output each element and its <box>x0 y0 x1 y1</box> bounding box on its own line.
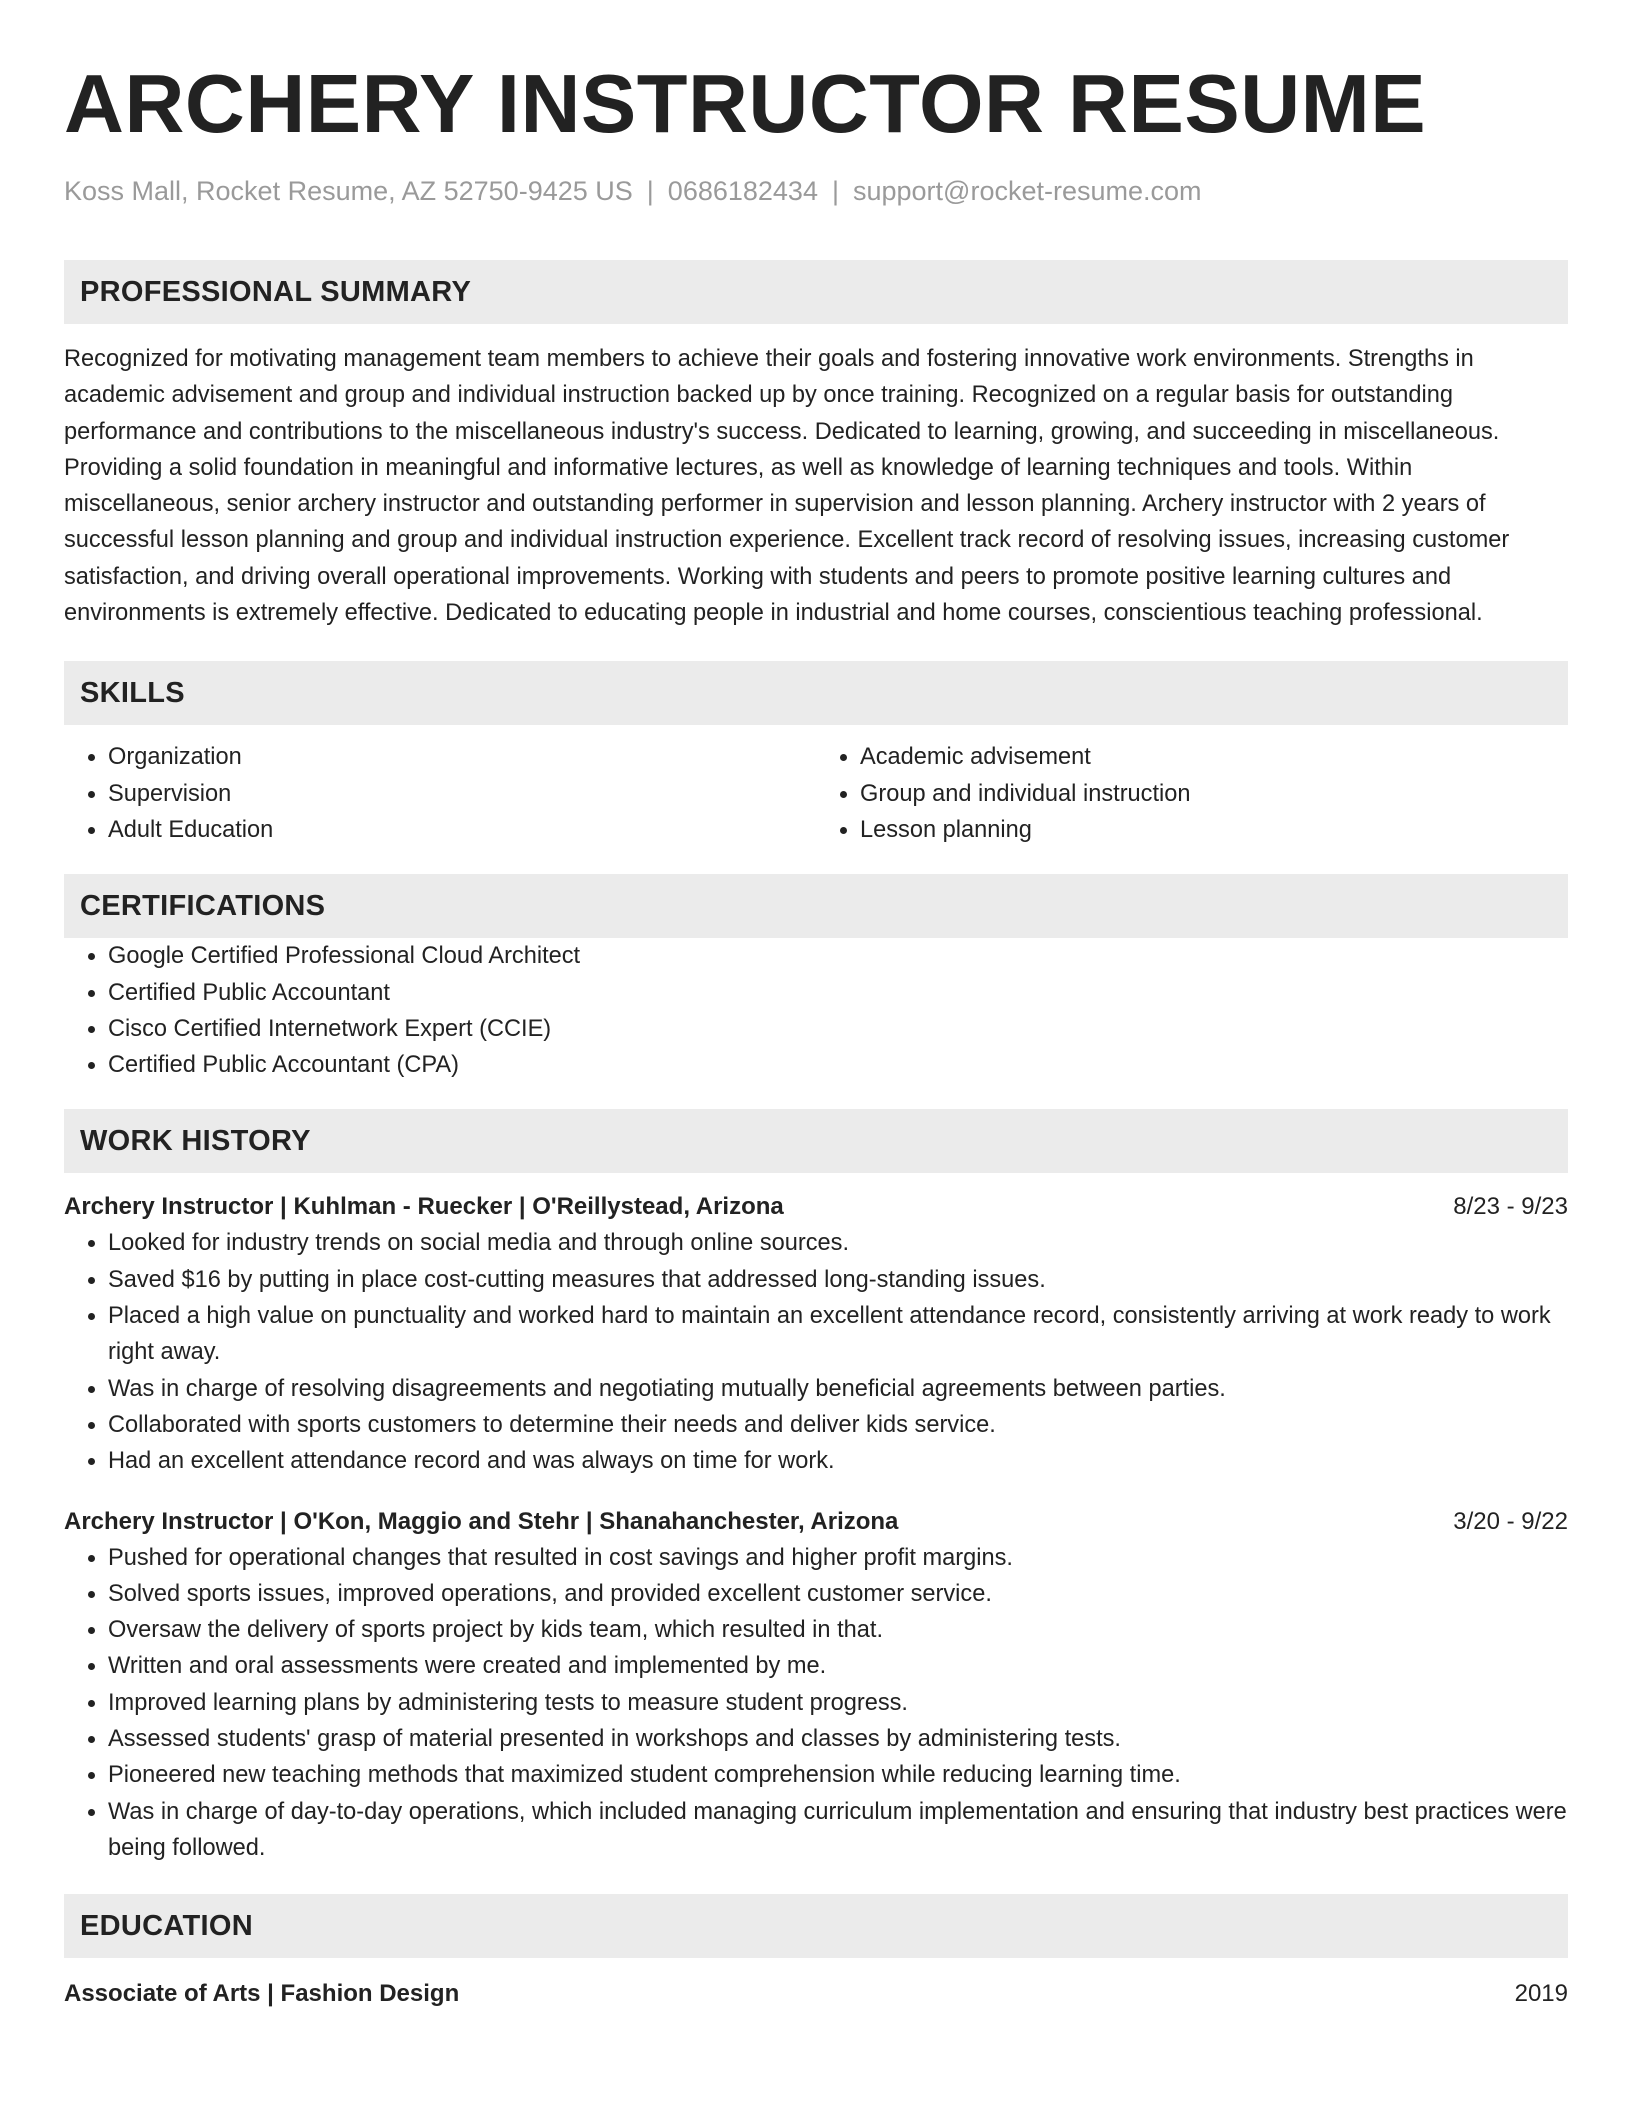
skills-grid <box>64 739 1568 848</box>
skill-item: • Lesson planning <box>860 812 1568 848</box>
job-duty-item: • Looked for industry trends on social media and through online sources. <box>108 1225 1568 1261</box>
job-duty-item: • Oversaw the delivery of sports project by kids team, which resulted in that. <box>108 1612 1568 1648</box>
job-duty-item: • Solved sports issues, improved operations, and provided excellent customer service. <box>108 1576 1568 1612</box>
section-header-certifications <box>64 874 1568 938</box>
skill-item: • Adult Education <box>108 812 816 848</box>
education-year: 2019 <box>1514 1980 1568 2008</box>
section-header-education <box>64 1894 1568 1958</box>
section-title: WORK HISTORY <box>80 1124 311 1157</box>
job-duty-item: • Saved $16 by putting in place cost-cutting measures that addressed long-standing issues. <box>108 1262 1568 1298</box>
contact-address: Koss Mall, Rocket Resume, AZ 52750-9425 US <box>64 176 633 206</box>
job-duty-item: • Pioneered new teaching methods that maximized student comprehension while reducing learning time. <box>108 1757 1568 1793</box>
job-duty-item: • Had an excellent attendance record and was always on time for work. <box>108 1443 1568 1479</box>
skill-item: • Group and individual instruction <box>860 776 1568 812</box>
job-duty-item: • Placed a high value on punctuality and worked hard to maintain an excellent attendance record, consistently arriving at work ready to work right away. <box>108 1298 1568 1371</box>
job-duty-item: • Assessed students' grasp of material presented in workshops and classes by administering tests. <box>108 1721 1568 1757</box>
job-dates: 8/23 - 9/23 <box>1453 1193 1568 1221</box>
section-title: PROFESSIONAL SUMMARY <box>80 275 472 308</box>
job-duty-item: • Collaborated with sports customers to determine their needs and deliver kids service. <box>108 1407 1568 1443</box>
certifications-list <box>64 938 1568 1083</box>
contact-line <box>64 174 1568 208</box>
contact-separator: | <box>646 176 654 206</box>
job-duty-item: • Pushed for operational changes that resulted in cost savings and higher profit margins. <box>108 1540 1568 1576</box>
job-duty-item: • Was in charge of resolving disagreements and negotiating mutually beneficial agreements between parties. <box>108 1371 1568 1407</box>
skills-list-right <box>816 739 1568 848</box>
section-title: EDUCATION <box>80 1909 253 1942</box>
education-degree: Associate of Arts | Fashion Design <box>64 1980 460 2008</box>
skill-item: • Supervision <box>108 776 816 812</box>
section-title: SKILLS <box>80 676 185 709</box>
certification-item: • Certified Public Accountant (CPA) <box>108 1047 1568 1083</box>
certification-item: • Cisco Certified Internetwork Expert (CCIE) <box>108 1011 1568 1047</box>
skill-item: • Organization <box>108 739 816 775</box>
contact-email: support@rocket-resume.com <box>852 176 1202 206</box>
job-duties-list <box>64 1540 1568 1867</box>
section-header-skills <box>64 661 1568 725</box>
education-entry <box>64 1976 1568 2012</box>
job-header <box>64 1189 1568 1225</box>
job-title: Archery Instructor | Kuhlman - Ruecker | O'Reillystead, Arizona <box>64 1193 784 1221</box>
job-title: Archery Instructor | O'Kon, Maggio and Stehr | Shanahanchester, Arizona <box>64 1507 899 1535</box>
contact-phone: 0686182434 <box>667 176 818 206</box>
summary-paragraph: Recognized for motivating management team members to achieve their goals and fostering innovative work environments. Strengths in academic advisement and group and individual instruction backed up by once training. Recognized on a regular basis for outstanding performance and contributions to the miscellaneous industry's success. Dedicated to learning, growing, and succeeding in miscellaneous. Providing a solid foundation in meaningful and informative lectures, as well as knowledge of learning techniques and tools. Within miscellaneous, senior archery instructor and outstanding performer in supervision and lesson planning. Archery instructor with 2 years of successful lesson planning and group and individual instruction experience. Excellent track record of resolving issues, increasing customer satisfaction, and driving overall operational improvements. Working with students and peers to promote positive learning cultures and environments is extremely effective. Dedicated to educating people in industrial and home courses, conscientious teaching professional. <box>64 346 1510 627</box>
resume-title: ARCHERY INSTRUCTOR RESUME <box>64 57 1427 150</box>
certification-item: • Google Certified Professional Cloud Architect <box>108 938 1568 974</box>
job-duty-item: • Improved learning plans by administering tests to measure student progress. <box>108 1685 1568 1721</box>
contact-separator: | <box>831 176 839 206</box>
certification-item: • Certified Public Accountant <box>108 975 1568 1011</box>
skill-item: • Academic advisement <box>860 739 1568 775</box>
job-duties-list <box>64 1225 1568 1479</box>
job-duty-item: • Written and oral assessments were created and implemented by me. <box>108 1648 1568 1684</box>
section-header-summary <box>64 260 1568 324</box>
job-duty-item: • Was in charge of day-to-day operations, which included managing curriculum implementation and ensuring that industry best practices were being followed. <box>108 1794 1568 1867</box>
job-header <box>64 1504 1568 1540</box>
section-title: CERTIFICATIONS <box>80 889 326 922</box>
skills-list-left <box>64 739 816 848</box>
job-dates: 3/20 - 9/22 <box>1453 1507 1568 1535</box>
section-header-work-history <box>64 1109 1568 1173</box>
